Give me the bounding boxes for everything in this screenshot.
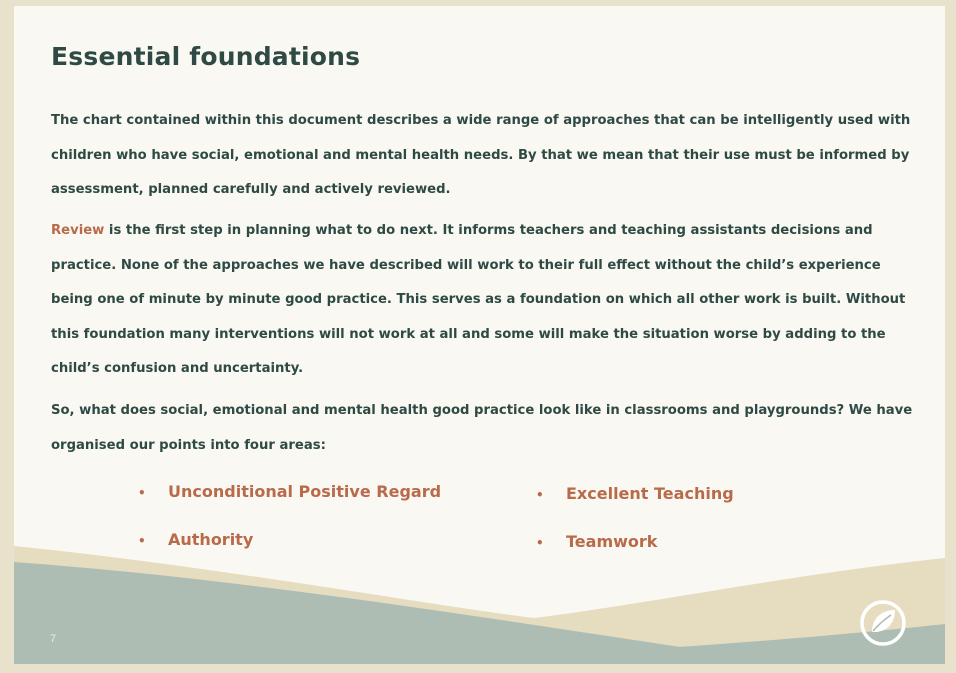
slide — [14, 6, 945, 664]
bullet-icon: • — [138, 486, 146, 500]
review-paragraph-text: is the first step in planning what to do next. It informs teachers and teaching assistants decisions and practice. None of the approaches we have described will work to their full effect without the child’s experience being one of minute by minute good practice. This serves as a foundation on which all other work is built. Without this foundation many interventions will not work at all and some will make the situation worse by adding to the child’s confusion and uncertainty. — [51, 223, 906, 376]
area-label: Excellent Teaching — [566, 484, 734, 503]
area-item-unconditional-positive-regard — [138, 482, 441, 501]
bullet-icon: • — [536, 536, 544, 550]
bullet-icon: • — [138, 534, 146, 548]
bullet-icon: • — [536, 488, 544, 502]
area-label: Teamwork — [566, 532, 658, 551]
area-item-authority — [138, 530, 253, 549]
leaf-circle-logo-icon — [858, 598, 908, 648]
page-title: Essential foundations — [51, 42, 361, 71]
area-label: Authority — [168, 530, 254, 549]
question-paragraph: So, what does social, emotional and mental health good practice look like in classrooms and playgrounds? We have organised our points into four areas: — [51, 403, 913, 453]
area-item-excellent-teaching — [536, 484, 734, 503]
page-number: 7 — [50, 633, 57, 645]
review-paragraph — [51, 214, 921, 387]
area-item-teamwork — [536, 532, 657, 551]
review-highlight: Review — [51, 223, 105, 238]
intro-paragraph: The chart contained within this document describes a wide range of approaches that can be intelligently used with children who have social, emotional and mental health needs. By that we mean that their use must be informed by assessment, planned carefully and actively reviewed. — [51, 113, 911, 197]
area-label: Unconditional Positive Regard — [168, 482, 442, 501]
